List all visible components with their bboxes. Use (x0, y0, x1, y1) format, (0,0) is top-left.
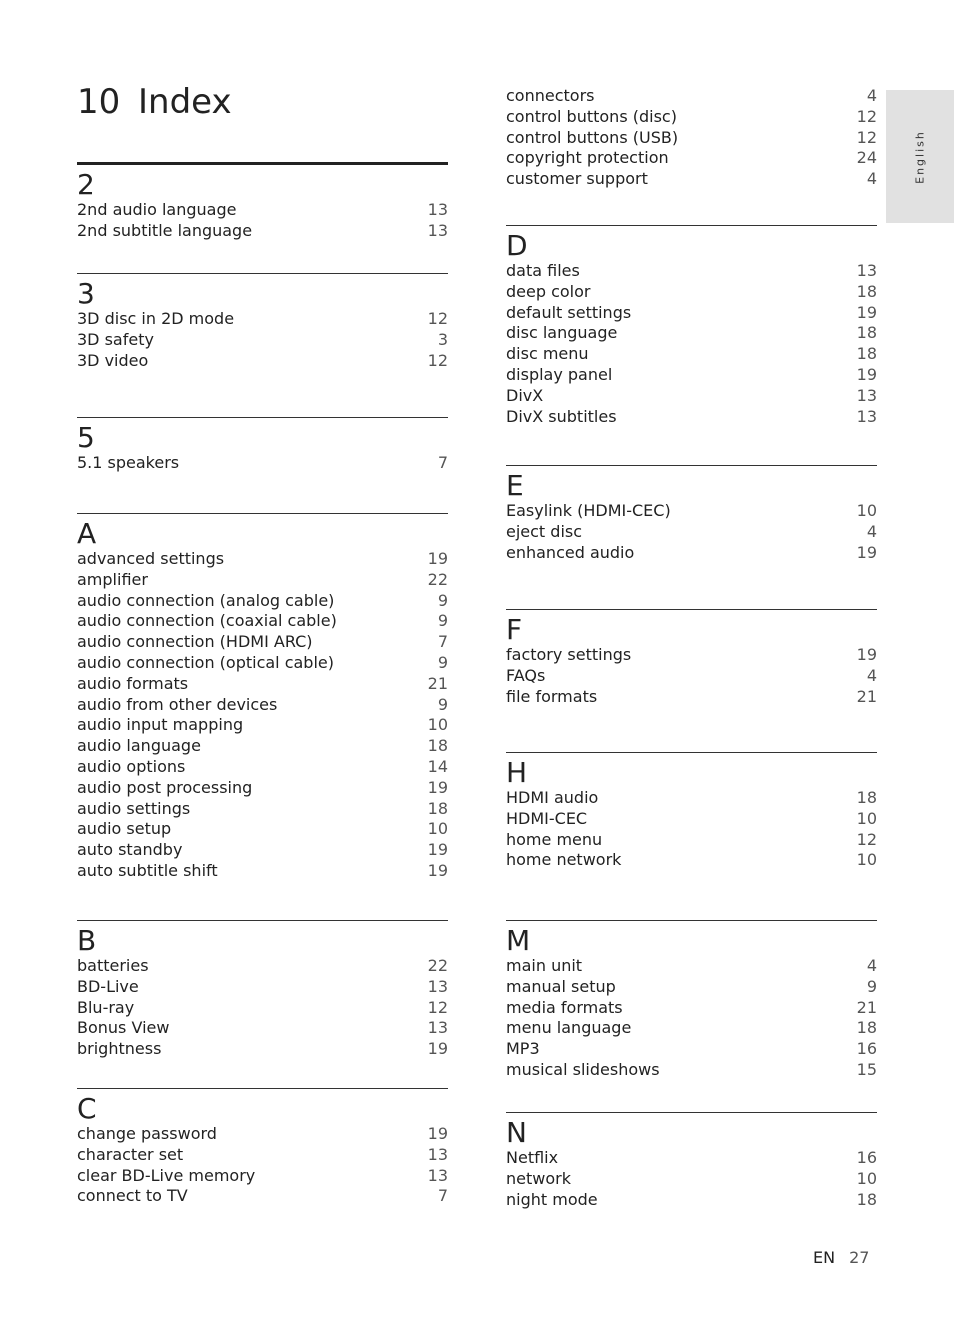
entry-term: batteries (77, 956, 149, 975)
entry-page: 9 (437, 652, 448, 672)
page-title (77, 80, 232, 124)
entry-term: 2nd audio language (77, 200, 237, 219)
index-entry (506, 977, 877, 998)
index-entry (77, 653, 448, 674)
entry-page: 13 (856, 261, 877, 280)
entry-page: 13 (427, 200, 448, 219)
entry-term: HDMI audio (506, 788, 599, 807)
index-entry (77, 1166, 448, 1187)
entry-term: Blu-ray (77, 997, 135, 1017)
entry-term: customer support (506, 169, 648, 189)
entry-page: 10 (856, 808, 877, 828)
language-side-tab (886, 90, 954, 223)
entry-page: 18 (856, 323, 877, 343)
entry-term: brightness (77, 1039, 162, 1059)
section-letter: D (506, 229, 528, 262)
index-entry (77, 632, 448, 653)
entry-page: 10 (856, 1168, 877, 1188)
entry-page: 9 (437, 590, 448, 610)
index-entry (77, 1186, 448, 1207)
index-section (506, 752, 877, 871)
entry-page: 9 (437, 694, 448, 714)
index-entry (506, 522, 877, 543)
entry-term: audio from other devices (77, 694, 278, 714)
index-entry (77, 840, 448, 861)
index-entry (77, 695, 448, 716)
entry-page: 19 (856, 645, 877, 664)
entry-term: amplifier (77, 569, 148, 589)
page-footer (813, 1248, 869, 1268)
chapter-number: 10 (77, 82, 121, 122)
entry-page: 18 (856, 281, 877, 301)
entry-page: 18 (856, 344, 877, 364)
index-section (506, 1112, 877, 1210)
entry-term: audio input mapping (77, 715, 244, 735)
entry-term: disc language (506, 323, 618, 343)
entry-page: 18 (856, 1189, 877, 1209)
index-entry (77, 977, 448, 998)
index-entry (506, 1018, 877, 1039)
entry-page: 4 (866, 169, 877, 189)
entry-page: 12 (427, 997, 448, 1017)
entry-term: display panel (506, 364, 613, 384)
index-entry (506, 107, 877, 128)
index-section (77, 513, 448, 882)
chapter-title: Index (138, 82, 232, 122)
entry-term: Easylink (HDMI-CEC) (506, 501, 671, 520)
index-entry (77, 351, 448, 372)
entry-term: manual setup (506, 976, 616, 996)
section-letter: M (506, 924, 531, 957)
entry-term: copyright protection (506, 148, 669, 168)
section-letter: 5 (77, 421, 95, 454)
entry-term: character set (77, 1144, 184, 1164)
index-entry (506, 344, 877, 365)
entry-term: network (506, 1168, 571, 1188)
entry-page: 9 (437, 611, 448, 631)
entry-page: 13 (856, 385, 877, 405)
index-entry (506, 261, 877, 282)
entry-page: 22 (427, 956, 448, 975)
index-entry (506, 1060, 877, 1081)
index-entry (77, 591, 448, 612)
index-entry (77, 757, 448, 778)
entry-term: audio connection (coaxial cable) (77, 611, 337, 631)
index-entry (77, 221, 448, 242)
entry-term: change password (77, 1124, 217, 1143)
entry-page: 21 (856, 686, 877, 706)
entry-term: HDMI-CEC (506, 808, 588, 828)
index-entry (506, 1190, 877, 1211)
index-entry (506, 830, 877, 851)
section-letter: F (506, 613, 523, 646)
index-section (77, 162, 448, 242)
entry-page: 7 (437, 453, 448, 472)
entry-page: 10 (427, 819, 448, 839)
entry-term: control buttons (USB) (506, 127, 679, 147)
entry-page: 12 (856, 127, 877, 147)
index-entry (506, 407, 877, 428)
entry-page: 12 (427, 350, 448, 370)
index-section (506, 86, 877, 190)
index-entry (77, 778, 448, 799)
index-section (77, 1088, 448, 1207)
index-entry (77, 309, 448, 330)
entry-term: 3D video (77, 350, 149, 370)
entry-page: 13 (856, 406, 877, 426)
entry-page: 13 (427, 1165, 448, 1185)
entry-term: data files (506, 261, 580, 280)
index-entry (506, 788, 877, 809)
entry-page: 12 (856, 106, 877, 126)
index-entry (77, 549, 448, 570)
entry-term: 5.1 speakers (77, 453, 180, 472)
entry-page: 19 (427, 549, 448, 568)
section-letter: B (77, 924, 97, 957)
entry-term: 3D disc in 2D mode (77, 309, 235, 328)
entry-page: 21 (427, 673, 448, 693)
index-entry (77, 819, 448, 840)
entry-page: 19 (427, 777, 448, 797)
index-entry (77, 1018, 448, 1039)
index-section (506, 609, 877, 707)
entry-term: BD-Live (77, 976, 139, 996)
entry-term: disc menu (506, 344, 589, 364)
index-entry (506, 543, 877, 564)
index-section (506, 920, 877, 1081)
entry-page: 22 (427, 569, 448, 589)
index-entry (506, 998, 877, 1019)
index-entry (506, 666, 877, 687)
entry-term: media formats (506, 997, 623, 1017)
index-entry (77, 453, 448, 474)
entry-term: audio settings (77, 798, 191, 818)
entry-page: 13 (427, 220, 448, 240)
entry-term: clear BD-Live memory (77, 1165, 256, 1185)
entry-page: 4 (866, 956, 877, 975)
entry-page: 18 (427, 798, 448, 818)
entry-term: audio connection (optical cable) (77, 652, 334, 672)
index-entry (506, 128, 877, 149)
entry-page: 19 (427, 860, 448, 880)
index-section (77, 417, 448, 474)
entry-page: 14 (427, 756, 448, 776)
entry-page: 13 (427, 1144, 448, 1164)
entry-page: 4 (866, 665, 877, 685)
entry-page: 19 (856, 542, 877, 562)
entry-term: audio setup (77, 819, 172, 839)
index-entry (77, 200, 448, 221)
entry-page: 19 (427, 1039, 448, 1059)
index-entry (506, 1039, 877, 1060)
index-section (77, 920, 448, 1060)
entry-page: 3 (437, 329, 448, 349)
index-entry (506, 86, 877, 107)
entry-term: audio language (77, 736, 201, 756)
index-entry (77, 736, 448, 757)
section-letter: N (506, 1116, 527, 1149)
entry-page: 12 (427, 309, 448, 328)
page-number: 27 (849, 1248, 870, 1267)
entry-page: 10 (856, 501, 877, 520)
entry-term: main unit (506, 956, 583, 975)
index-entry (506, 282, 877, 303)
entry-term: audio connection (analog cable) (77, 590, 335, 610)
entry-term: file formats (506, 686, 598, 706)
footer-language: EN (813, 1248, 836, 1267)
entry-page: 15 (856, 1059, 877, 1079)
section-letter: E (506, 469, 524, 502)
entry-page: 18 (856, 1018, 877, 1038)
entry-page: 13 (427, 1018, 448, 1038)
index-entry (77, 1145, 448, 1166)
entry-term: Bonus View (77, 1018, 170, 1038)
section-letter: H (506, 756, 528, 789)
index-entry (77, 861, 448, 882)
entry-term: musical slideshows (506, 1059, 660, 1079)
index-entry (77, 611, 448, 632)
entry-term: control buttons (disc) (506, 106, 677, 126)
index-entry (77, 330, 448, 351)
index-entry (506, 850, 877, 871)
entry-term: 2nd subtitle language (77, 220, 253, 240)
index-entry (506, 1148, 877, 1169)
index-entry (506, 148, 877, 169)
entry-term: 3D safety (77, 329, 154, 349)
index-entry (77, 1039, 448, 1060)
index-entry (506, 323, 877, 344)
index-entry (506, 956, 877, 977)
entry-page: 24 (856, 148, 877, 168)
entry-term: audio connection (HDMI ARC) (77, 632, 313, 652)
section-letter: 3 (77, 277, 95, 310)
index-entry (506, 365, 877, 386)
index-entry (77, 715, 448, 736)
index-entry (77, 956, 448, 977)
index-section (506, 225, 877, 427)
entry-term: home menu (506, 829, 603, 849)
entry-term: menu language (506, 1018, 632, 1038)
entry-term: factory settings (506, 645, 632, 664)
entry-page: 19 (427, 1124, 448, 1143)
entry-page: 19 (856, 364, 877, 384)
entry-page: 21 (856, 997, 877, 1017)
entry-page: 13 (427, 976, 448, 996)
entry-term: audio post processing (77, 777, 253, 797)
entry-term: connect to TV (77, 1186, 188, 1206)
index-entry (506, 809, 877, 830)
index-section (77, 273, 448, 371)
section-letter: C (77, 1092, 97, 1125)
entry-term: auto subtitle shift (77, 860, 218, 880)
index-entry (77, 998, 448, 1019)
index-section (506, 465, 877, 563)
entry-term: audio options (77, 756, 186, 776)
entry-term: advanced settings (77, 549, 225, 568)
entry-term: default settings (506, 302, 632, 322)
entry-page: 18 (427, 736, 448, 756)
entry-page: 12 (856, 829, 877, 849)
entry-term: audio formats (77, 673, 189, 693)
entry-term: DivX subtitles (506, 406, 617, 426)
entry-term: FAQs (506, 665, 546, 685)
entry-term: MP3 (506, 1039, 540, 1059)
entry-page: 19 (856, 302, 877, 322)
language-tab-label: English (913, 129, 927, 184)
entry-page: 16 (856, 1039, 877, 1059)
index-entry (506, 645, 877, 666)
entry-term: Netflix (506, 1148, 559, 1167)
section-letter: A (77, 517, 97, 550)
entry-page: 10 (427, 715, 448, 735)
entry-page: 4 (866, 86, 877, 105)
entry-page: 7 (437, 632, 448, 652)
section-letter: 2 (77, 168, 95, 201)
entry-term: home network (506, 850, 622, 870)
index-entry (77, 1124, 448, 1145)
entry-page: 10 (856, 850, 877, 870)
entry-term: auto standby (77, 840, 183, 860)
index-entry (506, 169, 877, 190)
entry-page: 18 (856, 788, 877, 807)
entry-page: 4 (866, 521, 877, 541)
index-entry (77, 674, 448, 695)
entry-term: deep color (506, 281, 591, 301)
index-entry (506, 386, 877, 407)
index-entry (77, 799, 448, 820)
index-entry (506, 501, 877, 522)
entry-page: 7 (437, 1186, 448, 1206)
entry-term: night mode (506, 1189, 598, 1209)
entry-term: connectors (506, 86, 595, 105)
entry-page: 9 (866, 976, 877, 996)
index-entry (77, 570, 448, 591)
entry-page: 16 (856, 1148, 877, 1167)
entry-term: enhanced audio (506, 542, 635, 562)
entry-page: 19 (427, 840, 448, 860)
index-entry (506, 1169, 877, 1190)
index-entry (506, 303, 877, 324)
index-entry (506, 687, 877, 708)
entry-term: DivX (506, 385, 544, 405)
entry-term: eject disc (506, 521, 583, 541)
